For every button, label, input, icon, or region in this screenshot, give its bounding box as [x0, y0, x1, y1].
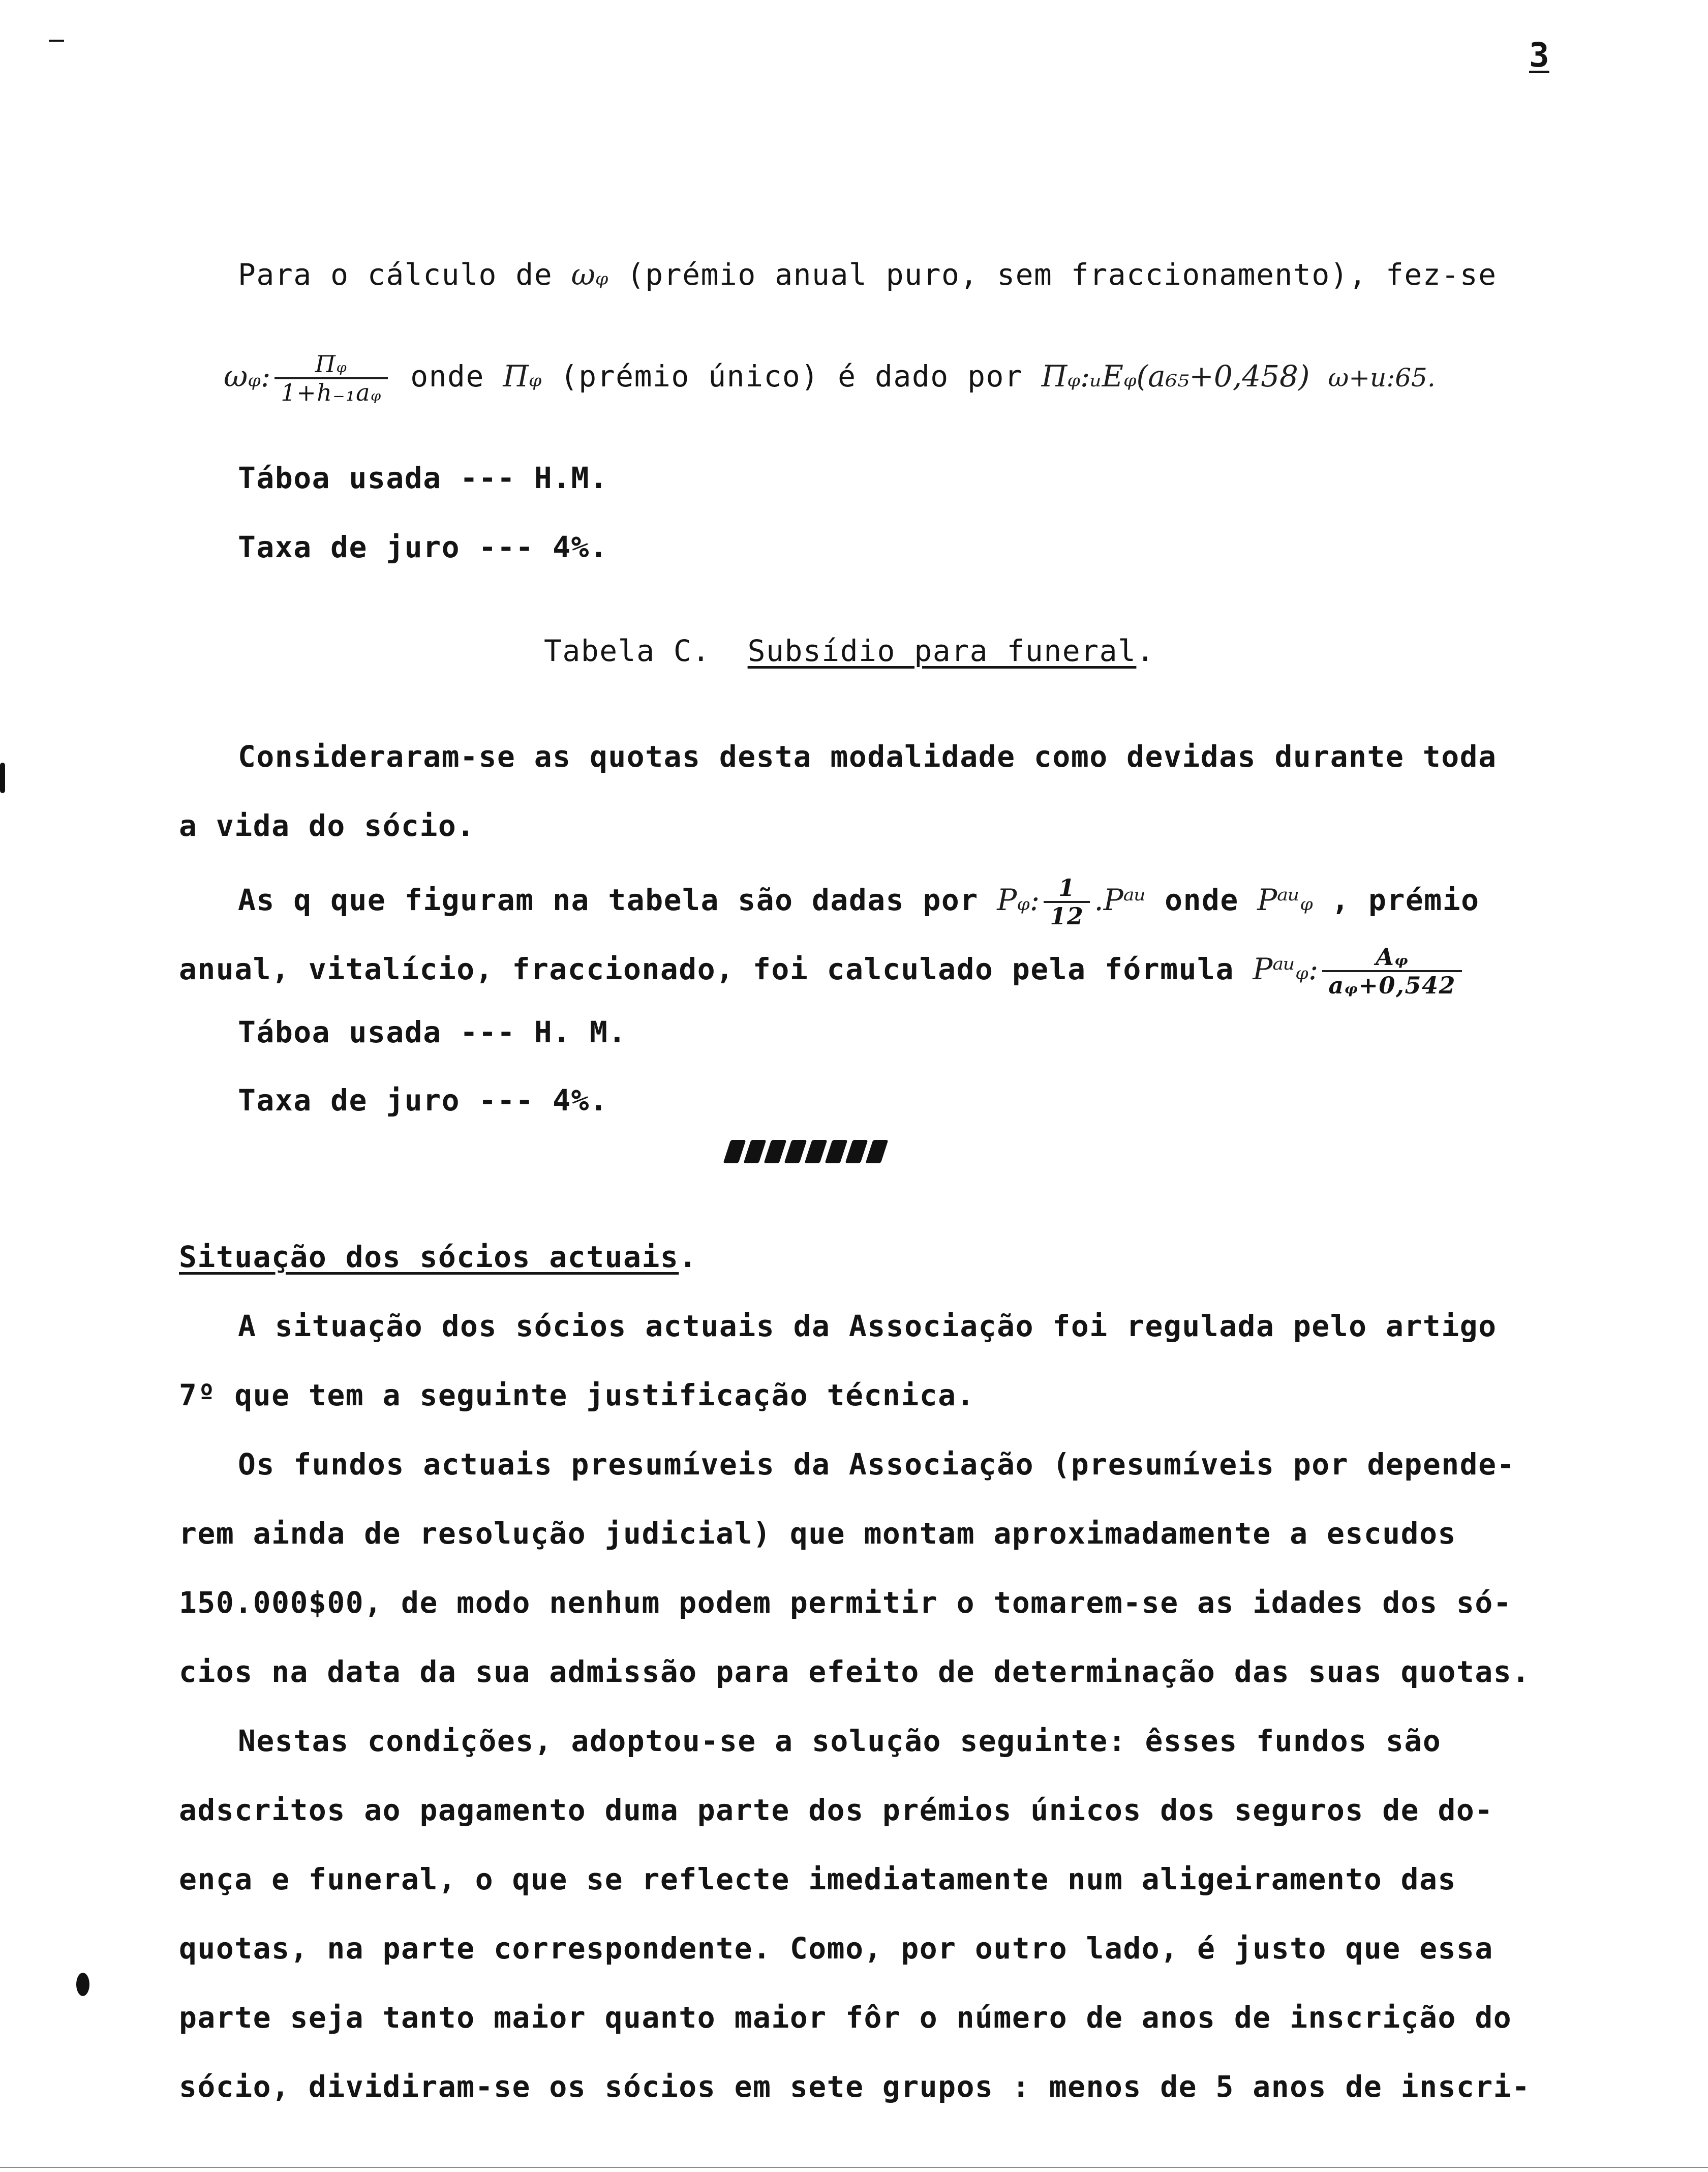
situacao-p2-line-3: 150.000$00, de modo nenhum podem permitir o tomarem-se as idades dos só-	[179, 1585, 1512, 1620]
as-q-line-2	[179, 944, 1466, 999]
situacao-p2-line-4: cios na data da sua admissão para efeito de determinação das suas quotas.	[179, 1654, 1531, 1689]
section-divider	[727, 1139, 890, 1164]
pi-formula: Πᵩ:ᵤEᵩ(a₆₅+0,458)	[1041, 359, 1310, 394]
taxa-juro-2: Taxa de juro --- 4%.	[238, 1083, 608, 1118]
page-bottom-edge	[0, 2167, 1708, 2168]
tabela-c-heading	[544, 630, 1155, 671]
para-premio-text: Para o cálculo de	[238, 257, 571, 292]
situacao-heading-end: .	[679, 1240, 697, 1274]
para-premio-line-1	[238, 254, 1497, 295]
taxa-juro-1: Taxa de juro --- 4%.	[238, 530, 608, 564]
tabela-c-end: .	[1136, 634, 1155, 668]
omega-formula: ωᵩ:	[224, 359, 271, 394]
omega-fraction-numerator: Πᵩ	[274, 351, 387, 379]
divider-mark	[825, 1140, 848, 1163]
divider-mark	[723, 1140, 746, 1163]
onde-text: onde	[391, 359, 503, 394]
premio-unico-text: (prémio único) é dado por	[541, 359, 1042, 394]
omega-fraction	[274, 351, 387, 406]
divider-mark	[784, 1140, 807, 1163]
situacao-p3-line-1: Nestas condições, adoptou-se a solução seguinte: êsses fundos são	[238, 1724, 1442, 1758]
divider-mark	[845, 1140, 868, 1163]
situacao-p2-line-2: rem ainda de resolução judicial) que montam aproximadamente a escudos	[179, 1516, 1456, 1551]
p-au-formula: Pᵃᵘᵩ:	[1253, 952, 1319, 987]
p-fraction-denominator: 12	[1050, 902, 1084, 930]
para-premio-line-2	[224, 351, 1436, 406]
tabela-c-label: Tabela C.	[544, 634, 748, 668]
divider-mark	[764, 1140, 787, 1163]
situacao-p3-line-2: adscritos ao pagamento duma parte dos prémios únicos dos seguros de do-	[179, 1793, 1493, 1827]
scan-mark	[0, 763, 5, 793]
p-formula-end: .Pᵃᵘ	[1094, 883, 1146, 918]
scan-mark	[76, 1973, 89, 1996]
onde-text-2: onde	[1146, 883, 1258, 918]
situacao-p3-line-6: sócio, dividiram-se os sócios em sete grupos : menos de 5 anos de inscri-	[179, 2069, 1531, 2104]
omega-symbol: ωᵩ	[571, 257, 608, 292]
page-number: 3	[1529, 36, 1549, 75]
para-premio-text-rest: (prémio anual puro, sem fraccionamento), fez-se	[608, 257, 1497, 292]
p-fraction	[1044, 874, 1090, 929]
situacao-heading	[179, 1236, 697, 1277]
a-fraction	[1322, 944, 1462, 999]
situacao-heading-text: Situação dos sócios actuais	[179, 1240, 679, 1274]
consideraram-line-1: Consideraram-se as quotas desta modalidade como devidas durante toda	[238, 739, 1497, 774]
scan-mark	[49, 40, 64, 42]
situacao-p3-line-5: parte seja tanto maior quanto maior fôr o número de anos de inscrição do	[179, 2000, 1512, 2035]
as-q-text: As q que figuram na tabela são dadas por	[238, 883, 997, 918]
situacao-p3-line-3: ença e funeral, o que se reflecte imediatamente num aligeiramento das	[179, 1862, 1456, 1896]
tabela-c-title: Subsídio para funeral	[747, 634, 1137, 668]
premio-text: , prémio	[1313, 883, 1480, 918]
p-au-symbol: Pᵃᵘᵩ	[1257, 883, 1313, 918]
situacao-p1-line-1: A situação dos sócios actuais da Associação foi regulada pelo artigo	[238, 1309, 1497, 1343]
a-fraction-numerator: Aᵩ	[1322, 944, 1462, 972]
situacao-p3-line-4: quotas, na parte correspondente. Como, por outro lado, é justo que essa	[179, 1931, 1493, 1966]
anual-vitalicio-text: anual, vitalício, fraccionado, foi calculado pela fórmula	[179, 952, 1253, 987]
p-fraction-numerator: 1	[1044, 874, 1090, 903]
situacao-p2-line-1: Os fundos actuais presumíveis da Associação (presumíveis por depende-	[238, 1447, 1515, 1482]
divider-mark	[866, 1140, 889, 1163]
taboa-usada-2: Táboa usada --- H. M.	[238, 1015, 627, 1049]
consideraram-line-2: a vida do sócio.	[179, 808, 475, 843]
divider-mark	[805, 1140, 828, 1163]
pi-symbol: Πᵩ	[503, 359, 542, 394]
divider-mark	[744, 1140, 767, 1163]
a-fraction-denominator: aᵩ+0,542	[1328, 972, 1456, 999]
situacao-p1-line-2: 7º que tem a seguinte justificação técnica.	[179, 1378, 975, 1412]
as-q-line-1	[238, 874, 1480, 929]
pi-formula-end: ω+u:65.	[1328, 363, 1436, 393]
taboa-usada-1: Táboa usada --- H.M.	[238, 461, 608, 495]
omega-fraction-denominator: 1+h₋₁aᵩ	[281, 379, 382, 406]
p-formula: Pᵩ:	[997, 883, 1040, 918]
